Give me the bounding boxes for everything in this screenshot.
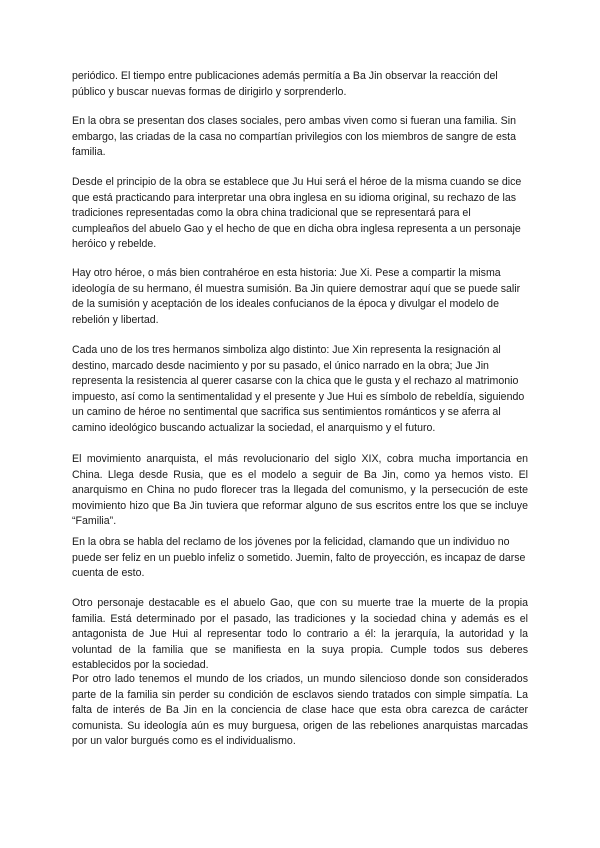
paragraph-jue-xi-antihero: Hay otro héroe, o más bien contrahéroe en esta historia: Jue Xi. Pese a compartir la misma ideología de su hermano, él muestra sumisión. Ba Jin quiere demostrar aquí que se puede salir de la sumisión y aceptación de los ideales confucianos de la época y divulgar el modelo de rebelión y libertad. <box>72 267 521 326</box>
paragraph-publication-time: periódico. El tiempo entre publicaciones además permitía a Ba Jin observar la reacción del público y buscar nuevas formas de dirigirlo y sorprenderlo. <box>72 70 498 98</box>
paragraph-three-brothers: Cada uno de los tres hermanos simboliza algo distinto: Jue Xin representa la resignación al destino, marcado desde nacimiento y por su pasado, el único narrado en la obra; Jue Jin representa la resistencia al querer casarse con la chica que le gusta y el rechazo al matrimonio impuesto, así como la sentimentalidad y el presente y Jue Hui es símbolo de rebeldía, siguiendo un camino de héroe no sentimental que sacrifica sus sentimientos románticos y se aferra al camino ideológico buscando actualizar la sociedad, el anarquismo y el futuro. <box>72 344 525 434</box>
paragraph-grandfather-gao: Otro personaje destacable es el abuelo Gao, que con su muerte trae la muerte de la propia familia. Está determinado por el pasado, las tradiciones y la sociedad china y además es el antagonista de Jue Hui al representar todo lo contrario a él: la jerarquía, la autoridad y la voluntad de la familia que se manifiesta en la suya propia. Cumple todos sus deberes establecidos por la sociedad. <box>72 597 528 672</box>
paragraph-youth-happiness: En la obra se habla del reclamo de los jóvenes por la felicidad, clamando que un individuo no puede ser feliz en un pueblo infeliz o sometido. Juemin, falto de proyección, es incapaz de darse cuenta de esto. <box>72 536 526 580</box>
paragraph-ju-hui-hero: Desde el principio de la obra se establece que Ju Hui será el héroe de la misma cuando se dice que está practicando para interpretar una obra inglesa en su idioma original, su rechazo de las tradiciones representadas como la obra china tradicional que se representará para el cumpleaños del abuelo Gao y el hecho de que en dicha obra inglesa representa a un personaje heróico y rebelde. <box>72 176 522 251</box>
paragraph-servants-world: Por otro lado tenemos el mundo de los criados, un mundo silencioso donde son considerados parte de la familia sin perder su condición de esclavos siendo tratados con simple simpatía. La falta de interés de Ba Jin en la conciencia de clase hace que esta obra carezca de carácter comunista. Su ideología aún es muy burguesa, origen de las rebeliones anarquistas marcadas por un valor burgués como es el individualismo. <box>72 673 528 748</box>
paragraph-anarchist-movement: El movimiento anarquista, el más revolucionario del siglo XIX, cobra mucha importancia en China. Llega desde Rusia, que es el modelo a seguir de Ba Jin, como ya hemos visto. El anarquismo en China no pudo florecer tras la llegada del comunismo, y la persecución de este movimiento hizo que Ba Jin tuviera que reformar alguno de sus escritos entre los que se incluye “Familia”. <box>72 453 528 528</box>
paragraph-social-classes: En la obra se presentan dos clases sociales, pero ambas viven como si fueran una familia. Sin embargo, las criadas de la casa no compartían privilegios con los miembros de sangre de esta familia. <box>72 115 516 159</box>
